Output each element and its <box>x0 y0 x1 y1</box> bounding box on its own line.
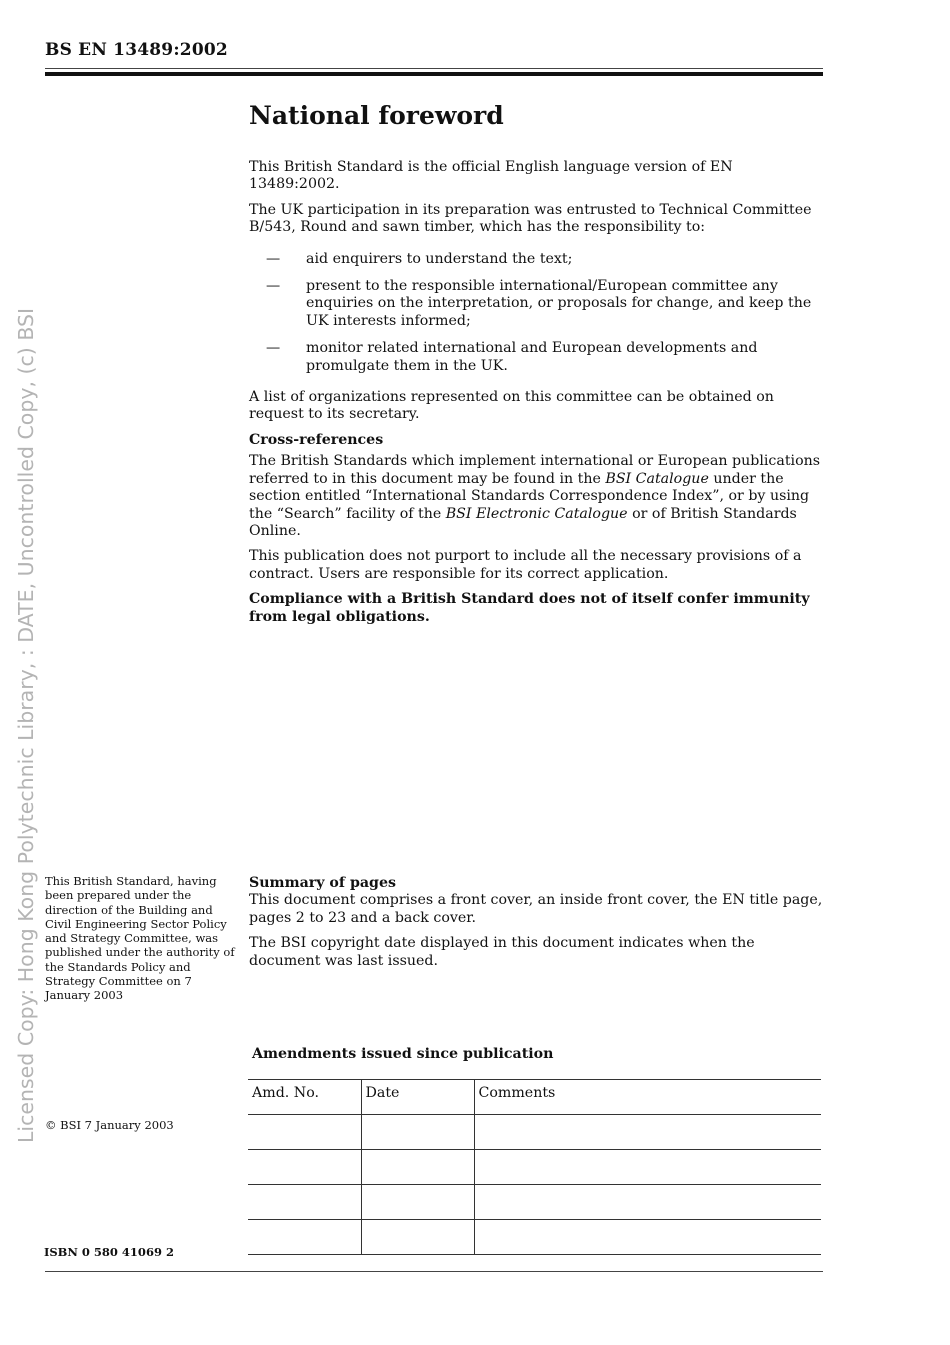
table-row <box>248 1115 821 1150</box>
table-cell <box>474 1150 821 1185</box>
list-item <box>249 340 824 375</box>
dash-bullet: — <box>266 340 281 357</box>
intro-paragraph: This British Standard is the official English language version of EN 13489:2002. <box>249 159 733 193</box>
table-cell <box>361 1150 474 1185</box>
table-row <box>248 1185 821 1220</box>
isbn-number: ISBN 0 580 41069 2 <box>44 1245 174 1259</box>
table-row <box>248 1220 821 1255</box>
table-cell <box>361 1185 474 1220</box>
list-item-text: aid enquirers to understand the text; <box>306 250 573 267</box>
summary-of-pages <box>249 875 824 978</box>
crossref-heading: Cross-references <box>249 431 384 448</box>
table-cell <box>361 1220 474 1255</box>
summary-heading: Summary of pages <box>249 875 396 891</box>
copyright-notice: © BSI 7 January 2003 <box>45 1118 174 1132</box>
dash-bullet: — <box>266 278 281 295</box>
table-header-row <box>248 1080 821 1115</box>
list-item-text: monitor related international and European developments and promulgate them in the UK. <box>306 340 758 374</box>
column-header-date: Date <box>361 1080 474 1115</box>
crossref-paragraph <box>249 453 824 540</box>
table-cell <box>248 1220 361 1255</box>
amendments-table <box>248 1079 821 1255</box>
table-cell <box>248 1185 361 1220</box>
dash-bullet: — <box>266 250 281 267</box>
table-cell <box>474 1220 821 1255</box>
license-watermark: Licensed Copy: Hong Kong Polytechnic Library, : DATE, Uncontrolled Copy, (c) BSI <box>14 307 38 1143</box>
column-header-comments: Comments <box>474 1080 821 1115</box>
document-id: BS EN 13489:2002 <box>45 40 228 60</box>
foreword-body <box>249 100 824 634</box>
summary-pages-paragraph: This document comprises a front cover, an inside front cover, the EN title page, pages 2 to 23 and a back cover. <box>249 892 823 926</box>
crossref-text: or of British Standards Online. <box>249 505 797 539</box>
list-item <box>249 278 824 330</box>
compliance-statement: Compliance with a British Standard does not of itself confer immunity from legal obligations. <box>249 591 810 625</box>
participation-paragraph: The UK participation in its preparation was entrusted to Technical Committee B/543, Round and sawn timber, which has the responsibility to: <box>249 201 812 236</box>
table-cell <box>248 1150 361 1185</box>
amendments-title: Amendments issued since publication <box>252 1046 554 1062</box>
table-cell <box>361 1115 474 1150</box>
header-rule-thick <box>45 72 823 76</box>
footer-rule <box>45 1271 823 1272</box>
organizations-paragraph: A list of organizations represented on this committee can be obtained on request to its secretary. <box>249 389 774 423</box>
bsi-catalogue-ref: BSI Catalogue <box>605 470 709 487</box>
table-cell <box>474 1185 821 1220</box>
page-title: National foreword <box>249 101 504 130</box>
responsibility-list <box>249 251 824 375</box>
crossref-text: The British Standards which implement international or European publications referred to in this document may be found in the <box>249 453 821 487</box>
column-header-amd-no: Amd. No. <box>248 1080 361 1115</box>
table-row <box>248 1150 821 1185</box>
crossref-text: under the section entitled “International Standards Correspondence Index”, or by using the “Search” facility of the <box>249 470 810 522</box>
publication-note: This British Standard, having been prepared under the direction of the Building and Civil Engineering Sector Policy and Strategy Committee, was published under the authority of the Standards Policy and Strategy Committee on 7 January 2003 <box>45 874 235 1003</box>
copyright-date-paragraph: The BSI copyright date displayed in this document indicates when the document was last issued. <box>249 935 755 969</box>
list-item <box>249 251 824 268</box>
table-cell <box>474 1115 821 1150</box>
provisions-paragraph: This publication does not purport to include all the necessary provisions of a contract. Users are responsible for its correct application. <box>249 548 802 582</box>
list-item-text: present to the responsible international/European committee any enquiries on the interpretation, or proposals for change, and keep the UK interests informed; <box>306 278 812 329</box>
table-cell <box>248 1115 361 1150</box>
header-rule-thin <box>45 68 823 69</box>
bsi-electronic-catalogue-ref: BSI Electronic Catalogue <box>445 505 628 522</box>
